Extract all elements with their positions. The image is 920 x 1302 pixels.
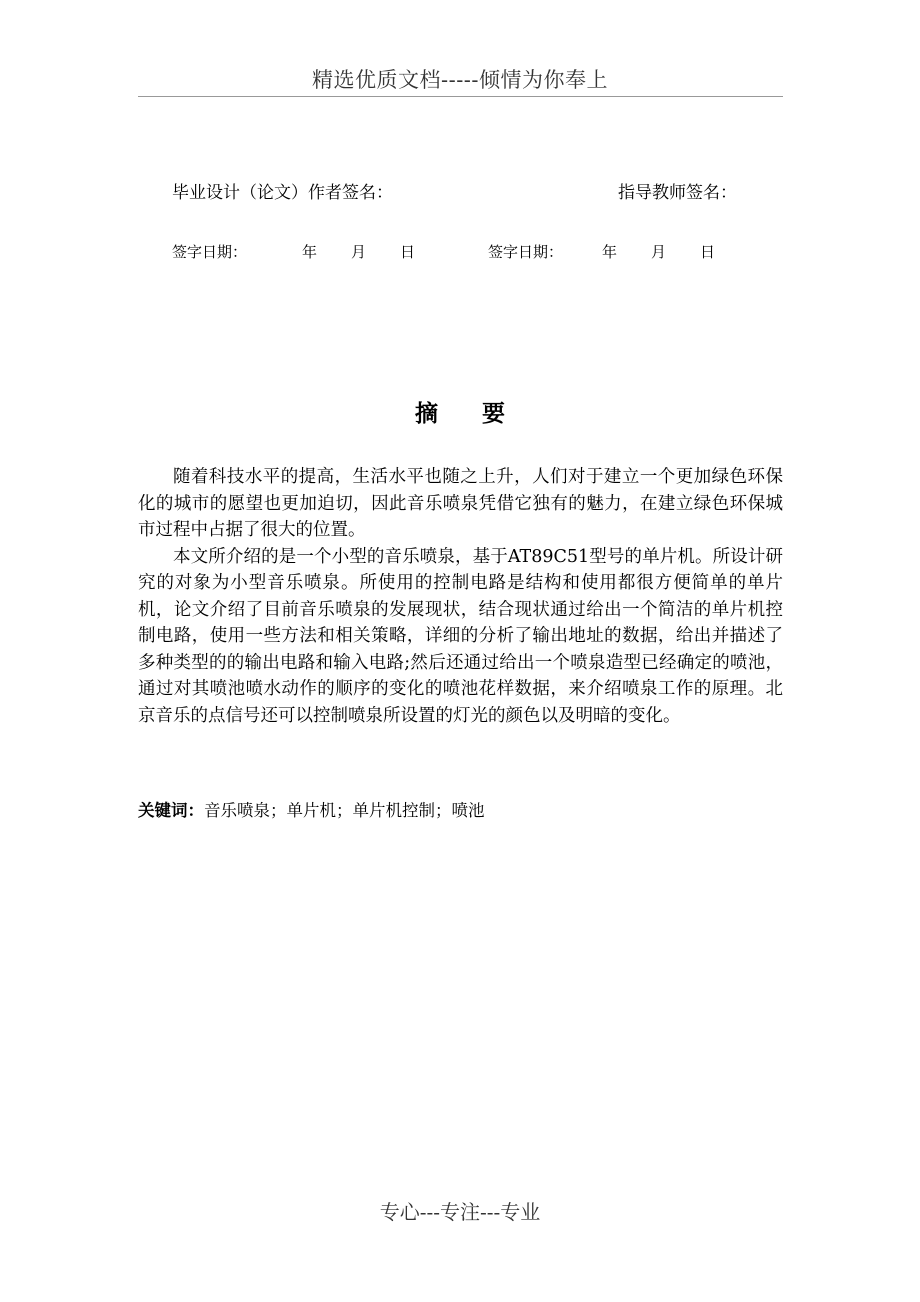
advisor-signature-label: 指导教师签名：	[618, 183, 737, 203]
date-right-day: 日	[700, 243, 716, 261]
abstract-paragraph-1: 随着科技水平的提高，生活水平也随之上升，人们对于建立一个更加绿色环保化的城市的愿望也更加迫切，因此音乐喷泉凭借它独有的魅力，在建立绿色环保城市过程中占据了很大的位置。	[138, 467, 783, 540]
abstract-body	[138, 464, 783, 729]
page-header: 精选优质文档-----倾情为你奉上	[312, 68, 608, 92]
date-left-month: 月	[351, 243, 367, 261]
abstract-paragraph-2: 本文所介绍的是一个小型的音乐喷泉，基于AT89C51型号的单片机。所设计研究的对象为小型音乐喷泉。所使用的控制电路是结构和使用都很方便简单的单片机，论文介绍了目前音乐喷泉的发展现状，结合现状通过给出一个简洁的单片机控制电路，使用一些方法和相关策略，详细的分析了输出地址的数据，给出并描述了多种类型的的输出电路和输入电路;然后还通过给出一个喷泉造型已经确定的喷池，通过对其喷池喷水动作的顺序的变化的喷池花样数据，来介绍喷泉工作的原理。北京音乐的点信号还可以控制喷泉所设置的灯光的颜色以及明暗的变化。	[138, 546, 783, 726]
header-rule	[138, 96, 783, 97]
page-footer: 专心---专注---专业	[379, 1200, 541, 1224]
date-left-day: 日	[400, 243, 416, 261]
keywords-label: 关键词：	[138, 801, 204, 820]
abstract-title: 摘 要	[414, 401, 523, 427]
keywords-text: 音乐喷泉；单片机；单片机控制；喷池	[204, 801, 485, 820]
date-left-label: 签字日期：	[172, 243, 248, 261]
date-left-year: 年	[302, 243, 318, 261]
signature-row	[172, 178, 737, 203]
date-right-month: 月	[651, 243, 667, 261]
date-right-year: 年	[602, 243, 618, 261]
date-right-label: 签字日期：	[488, 243, 564, 261]
keywords-line	[138, 797, 783, 821]
author-signature-label: 毕业设计（论文）作者签名：	[172, 183, 393, 203]
